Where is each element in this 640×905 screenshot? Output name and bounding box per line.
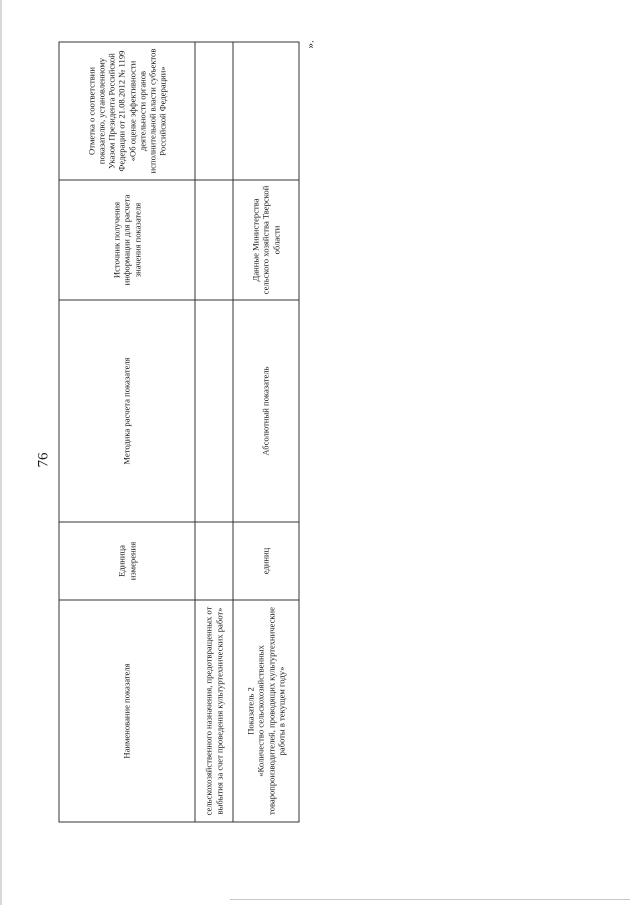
indicator-2-description: «Количество сельскохозяйственных товаропроизводителей, проводящих культуртехнические работы в текущем году» <box>255 606 286 815</box>
table-row <box>233 42 299 822</box>
header-information-source: Источник получения информации для расчета значения показателя <box>59 180 195 300</box>
indicator-2-unit: единиц <box>233 522 299 600</box>
table-row <box>195 42 233 822</box>
continuation-text: сельскохозяйственного назначения, предотвращенных от выбытия за счет проведения культуртехнических работ» <box>203 606 224 815</box>
indicator-2-name-cell <box>233 600 299 822</box>
header-calculation-method: Методика расчета показателя <box>59 300 195 522</box>
empty-cell <box>195 42 233 180</box>
indicator-2-mark <box>233 42 299 180</box>
closing-quote-mark: ». <box>304 39 316 48</box>
empty-cell <box>195 522 233 600</box>
indicator-table <box>58 41 299 822</box>
empty-cell <box>195 300 233 522</box>
indicator-2-title: Показатель 2 <box>245 686 256 735</box>
indicator-name-continuation <box>195 600 233 822</box>
header-compliance-mark: Отметка о соответствии показателю, установленному Указом Президента Российской Федерации от 21.08.2012 № 1199 «Об оценке эффективности деятельности органов исполнительной власти субъектов Российской Федерации» <box>59 42 195 180</box>
indicator-2-method: Абсолютный показатель <box>233 300 299 522</box>
empty-cell <box>195 180 233 300</box>
header-indicator-name: Наименование показателя <box>59 600 195 822</box>
indicator-2-source: Данные Министерства сельского хозяйства Тверской области <box>233 180 299 300</box>
page-number: 76 <box>35 452 51 467</box>
header-unit: Единица измерения <box>59 522 195 600</box>
table-header-row <box>59 42 195 822</box>
